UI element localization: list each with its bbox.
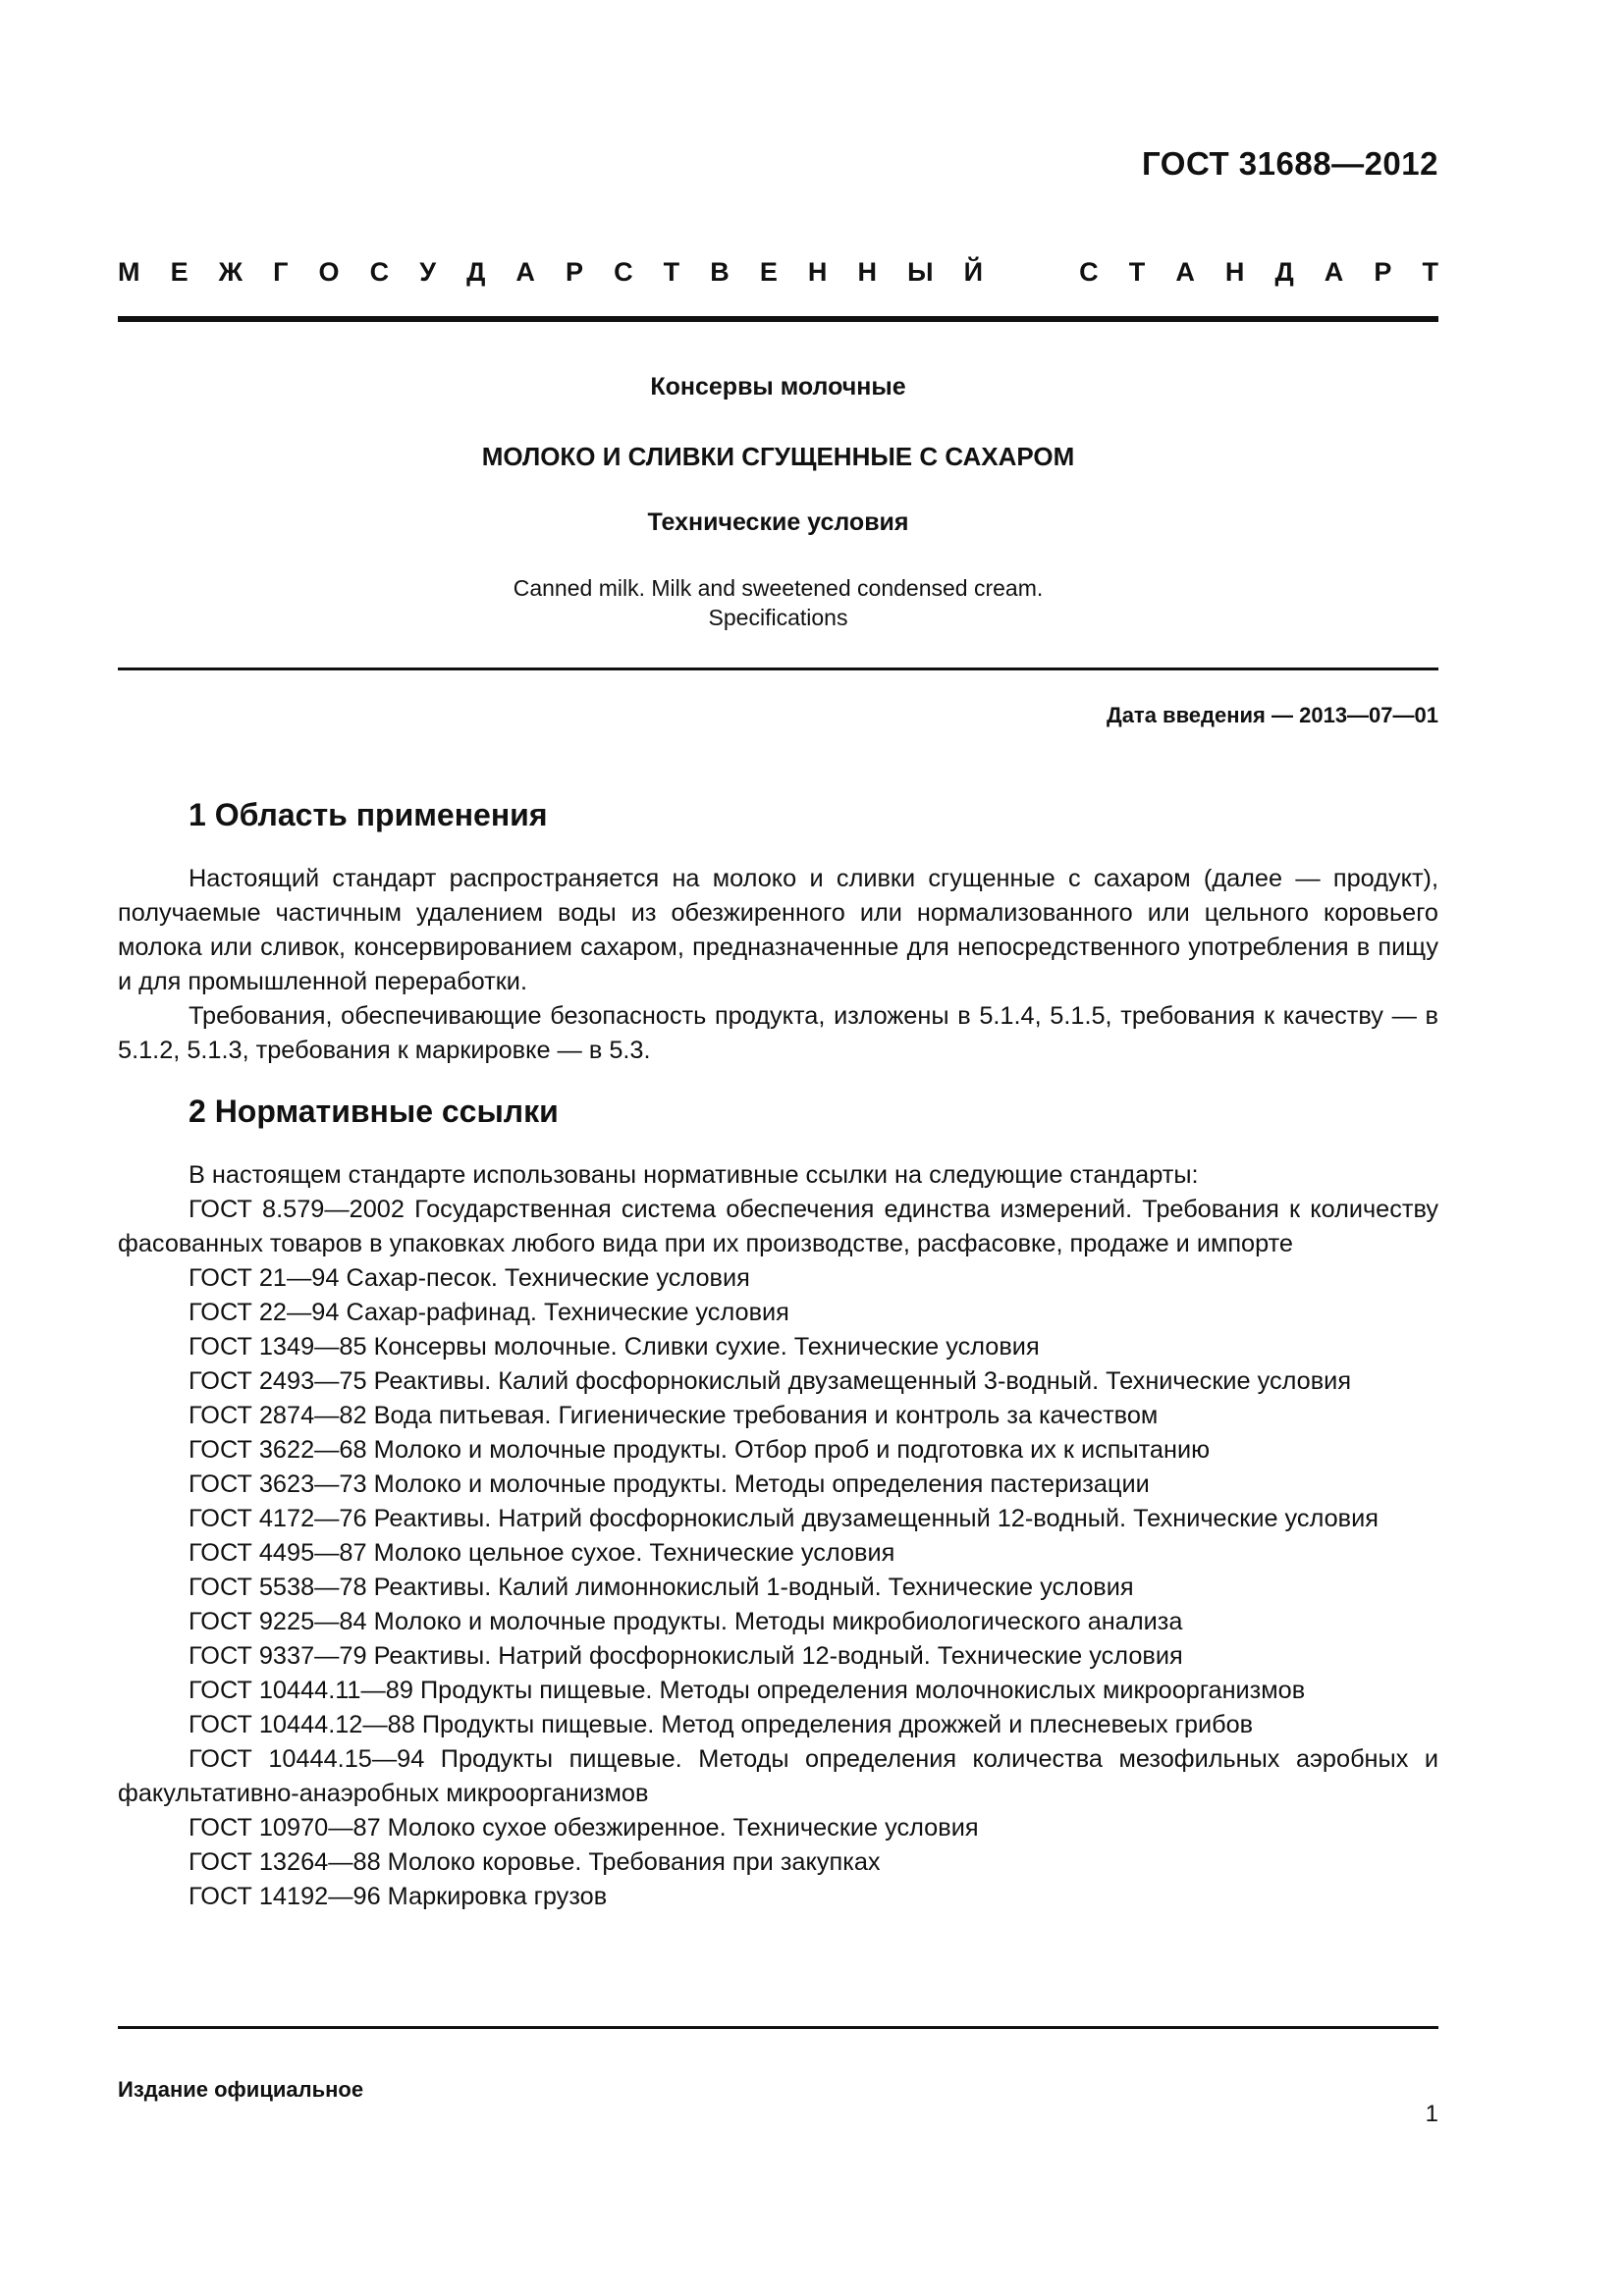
reference-item: ГОСТ 9225—84 Молоко и молочные продукты. Методы микробиологического анализа [189, 1608, 1183, 1635]
section-1-body [118, 862, 1438, 1068]
standard-type-letter: С [1079, 257, 1099, 287]
section-1-paragraph-1: Настоящий стандарт распространяется на молоко и сливки сгущенные с сахаром (далее — продукт), получаемые частичным удалением воды из обезжиренного или нормализованного или цельного коровьего молока или сливок, консервированием сахаром, предназначенные для непосредственного употребления в пищу и для промышленной переработки. [118, 865, 1438, 995]
doc-number: ГОСТ 31688—2012 [1142, 145, 1438, 182]
standard-type-letter: С [614, 257, 633, 287]
standard-type-letter: У [419, 257, 437, 287]
english-title-line-2: Specifications [708, 605, 848, 630]
standard-type-letter: А [515, 257, 535, 287]
reference-item: ГОСТ 22—94 Сахар-рафинад. Технические условия [189, 1299, 789, 1326]
standard-type-letter: Е [759, 257, 778, 287]
reference-item: ГОСТ 3623—73 Молоко и молочные продукты. Методы определения пастеризации [189, 1470, 1150, 1498]
standard-type-letter: А [1324, 257, 1344, 287]
reference-item: ГОСТ 3622—68 Молоко и молочные продукты. Отбор проб и подготовка их к испытанию [189, 1436, 1211, 1464]
reference-item: ГОСТ 14192—96 Маркировка грузов [189, 1883, 608, 1910]
standard-type-letter: А [1175, 257, 1195, 287]
standard-type-letter: Д [466, 257, 486, 287]
standard-type-letter: Р [566, 257, 584, 287]
standard-type-letter: Т [663, 257, 680, 287]
standard-type-letter: В [710, 257, 730, 287]
document-page [118, 0, 1438, 2296]
title-divider-rule [118, 667, 1438, 670]
standard-type-heading [118, 257, 1438, 288]
section-1-paragraph-2: Требования, обеспечивающие безопасность продукта, изложены в 5.1.4, 5.1.5, требования к качеству — в 5.1.2, 5.1.3, требования к маркировке — в 5.3. [118, 1002, 1438, 1064]
reference-item: ГОСТ 10444.15—94 Продукты пищевые. Методы определения количества мезофильных аэробных и факультативно-анаэробных микроорганизмов [118, 1745, 1438, 1807]
reference-item: ГОСТ 9337—79 Реактивы. Натрий фосфорнокислый 12-водный. Технические условия [189, 1642, 1183, 1670]
standard-type-letter: Е [170, 257, 189, 287]
reference-item: ГОСТ 10970—87 Молоко сухое обезжиренное. Технические условия [189, 1814, 979, 1842]
reference-item: ГОСТ 8.579—2002 Государственная система обеспечения единства измерений. Требования к количеству фасованных товаров в упаковках любого вида при их производстве, расфасовке, продаже и импорте [118, 1196, 1438, 1257]
category-title: Консервы молочные [650, 373, 906, 400]
reference-item: ГОСТ 21—94 Сахар-песок. Технические условия [189, 1264, 750, 1292]
reference-item: ГОСТ 10444.11—89 Продукты пищевые. Методы определения молочнокислых микроорганизмов [189, 1677, 1306, 1704]
reference-list [118, 1193, 1438, 1914]
standard-type-letter: М [118, 257, 140, 287]
reference-item: ГОСТ 10444.12—88 Продукты пищевые. Метод определения дрожжей и плесневеых грибов [189, 1711, 1254, 1738]
subtitle: Технические условия [647, 508, 909, 536]
section-2-body [118, 1158, 1438, 1914]
edition-note: Издание официальное [118, 2077, 364, 2102]
standard-type-letter: Д [1274, 257, 1294, 287]
reference-item: ГОСТ 4172—76 Реактивы. Натрий фосфорнокислый двузамещенный 12-водный. Технические условия [189, 1505, 1379, 1532]
reference-item: ГОСТ 5538—78 Реактивы. Калий лимоннокислый 1-водный. Технические условия [189, 1574, 1134, 1601]
standard-type-letter: Н [1224, 257, 1245, 287]
standard-type-letter: О [318, 257, 340, 287]
standard-type-letter: Р [1374, 257, 1392, 287]
footer-rule [118, 2026, 1438, 2029]
standard-type-letter: Ы [907, 257, 934, 287]
standard-type-letter: С [369, 257, 390, 287]
standard-type-letter: Г [273, 257, 289, 287]
standard-type-letter: Ж [218, 257, 243, 287]
standard-type-letter: Н [857, 257, 877, 287]
main-title: МОЛОКО И СЛИВКИ СГУЩЕННЫЕ С САХАРОМ [481, 442, 1075, 471]
reference-item: ГОСТ 1349—85 Консервы молочные. Сливки сухие. Технические условия [189, 1333, 1040, 1361]
standard-type-letter: Т [1128, 257, 1146, 287]
page-number: 1 [1425, 2101, 1438, 2127]
top-thick-rule [118, 316, 1438, 322]
section-2-intro: В настоящем стандарте использованы нормативные ссылки на следующие стандарты: [189, 1161, 1199, 1189]
standard-type-gap [1013, 257, 1049, 288]
reference-item: ГОСТ 4495—87 Молоко цельное сухое. Технические условия [189, 1539, 895, 1567]
intro-date: Дата введения — 2013—07—01 [1107, 703, 1438, 727]
standard-type-letter: Н [807, 257, 828, 287]
standard-type-letter: Т [1422, 257, 1438, 287]
section-2-heading: 2 Нормативные ссылки [189, 1094, 559, 1129]
section-1-heading: 1 Область применения [189, 797, 548, 832]
reference-item: ГОСТ 2874—82 Вода питьевая. Гигиенические требования и контроль за качеством [189, 1402, 1159, 1429]
reference-item: ГОСТ 2493—75 Реактивы. Калий фосфорнокислый двузамещенный 3-водный. Технические условия [189, 1367, 1352, 1395]
reference-item: ГОСТ 13264—88 Молоко коровье. Требования при закупках [189, 1848, 881, 1876]
standard-type-letter: Й [963, 257, 983, 287]
english-title-line-1: Canned milk. Milk and sweetened condensed cream. [513, 575, 1044, 601]
